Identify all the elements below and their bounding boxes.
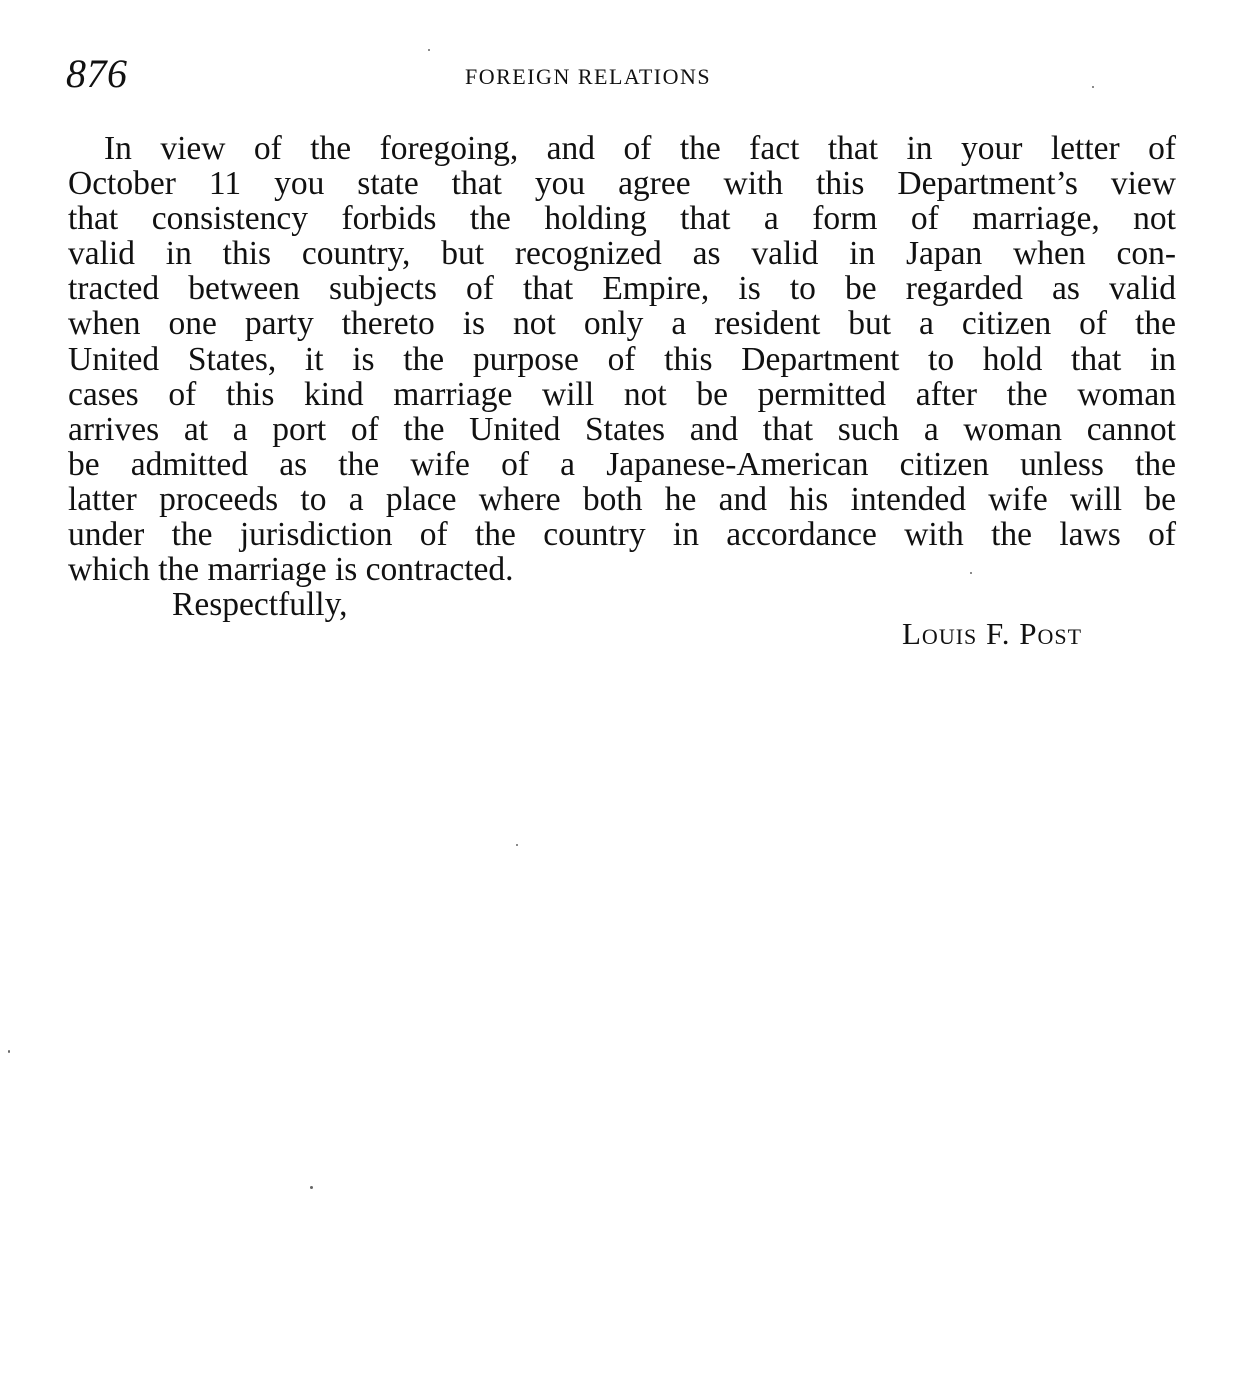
- paragraph-line: be admitted as the wife of a Japanese-American citizen unless the: [68, 445, 1176, 483]
- paragraph-line: October 11 you state that you agree with this Department’s view: [68, 165, 1176, 203]
- signature: Louis F. Post: [902, 616, 1083, 651]
- paragraph-line: that consistency forbids the holding that a form of marriage, not: [68, 200, 1176, 238]
- paragraph-line: latter proceeds to a place where both he and his intended wife will be: [68, 480, 1176, 518]
- scan-speck: [516, 844, 518, 846]
- paragraph-line: under the jurisdiction of the country in accordance with the laws of: [68, 516, 1176, 554]
- scan-speck: [428, 49, 430, 51]
- scan-speck: [8, 1050, 10, 1053]
- running-head: FOREIGN RELATIONS: [465, 64, 712, 89]
- scan-speck: [310, 1186, 313, 1189]
- paragraph-line: valid in this country, but recognized as valid in Japan when con-: [68, 235, 1176, 273]
- scan-speck: [970, 572, 972, 574]
- paragraph-line: arrives at a port of the United States and that such a woman cannot: [68, 410, 1176, 448]
- paragraph-line: In view of the foregoing, and of the fact that in your letter of: [104, 130, 1176, 167]
- body-paragraph: [68, 131, 1176, 587]
- paragraph-line: when one party thereto is not only a resident but a citizen of the: [68, 305, 1176, 343]
- scan-speck: [1092, 86, 1094, 88]
- paragraph-line: United States, it is the purpose of this Department to hold that in: [68, 340, 1176, 378]
- closing-salutation: Respectfully,: [172, 586, 348, 623]
- paragraph-line: cases of this kind marriage will not be permitted after the woman: [68, 375, 1176, 413]
- paragraph-line: tracted between subjects of that Empire, is to be regarded as valid: [68, 270, 1176, 308]
- page-number: 876: [66, 51, 128, 96]
- paragraph-line: which the marriage is contracted.: [68, 551, 514, 589]
